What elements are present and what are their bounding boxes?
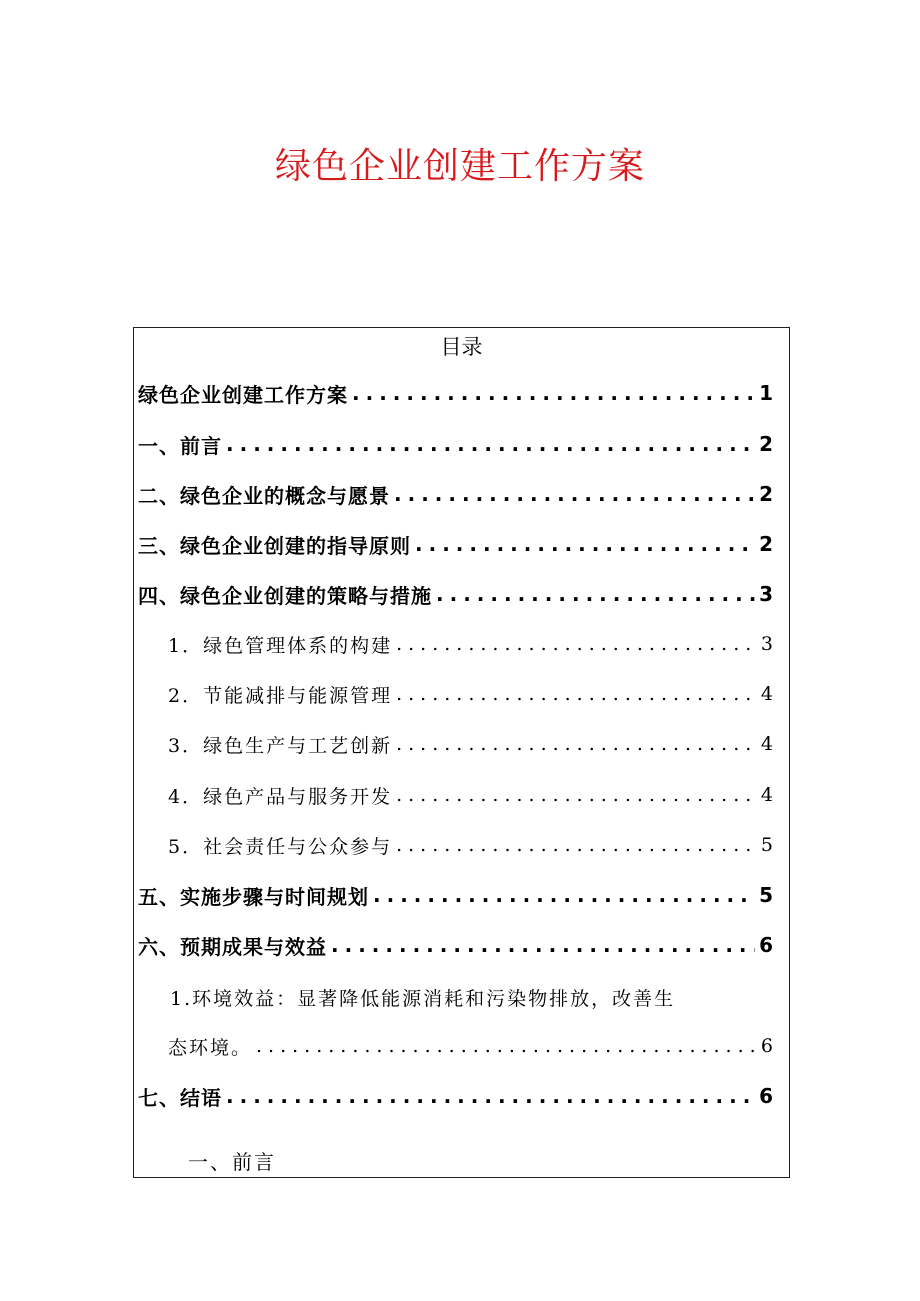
toc-subentry-line1[interactable]: 1.环境效益：显著降低能源消耗和污染物排放，改善生 [170, 987, 676, 1010]
toc-entry-label: 一、前言 [138, 433, 222, 458]
toc-entry-label: 态环境。 [168, 1036, 253, 1059]
toc-page-number: 4 [760, 683, 773, 705]
toc-subentry[interactable] [168, 679, 773, 709]
toc-entry[interactable] [138, 378, 773, 408]
toc-entry-label: 六、预期成果与效益 [138, 934, 327, 959]
toc-page-number: 2 [759, 532, 773, 556]
toc-dot-leader [396, 683, 757, 705]
toc-dot-leader [394, 482, 755, 506]
toc-entry-label: 五、实施步骤与时间规划 [138, 884, 369, 909]
toc-dot-leader [415, 532, 755, 556]
toc-subentry[interactable] [168, 830, 773, 860]
toc-page-number: 6 [759, 933, 773, 957]
toc-dot-leader [396, 733, 757, 755]
toc-box [133, 327, 790, 1178]
toc-entry-label: 七、结语 [138, 1085, 222, 1110]
toc-page-number: 6 [760, 1035, 773, 1057]
toc-dot-leader [256, 1035, 757, 1057]
toc-subentry[interactable] [168, 1031, 773, 1061]
toc-page-number: 5 [760, 834, 773, 856]
toc-entry-label: 3．绿色生产与工艺创新 [168, 734, 393, 757]
toc-dot-leader [436, 582, 755, 606]
toc-entry-label: 4．绿色产品与服务开发 [168, 785, 393, 808]
toc-entry[interactable] [138, 479, 773, 509]
toc-page-number: 1 [759, 381, 773, 405]
toc-dot-leader [226, 432, 755, 456]
toc-page-number: 5 [759, 883, 773, 907]
toc-entry[interactable] [138, 1081, 773, 1111]
toc-entry[interactable] [138, 529, 773, 559]
toc-dot-leader [373, 883, 755, 907]
toc-entry-label: 三、绿色企业创建的指导原则 [138, 533, 411, 558]
toc-entry-label: 绿色企业创建工作方案 [138, 382, 348, 407]
toc-subentry[interactable] [168, 729, 773, 759]
toc-entry-label: 2．节能减排与能源管理 [168, 684, 393, 707]
toc-dot-leader [396, 834, 757, 856]
section-heading-preface: 一、前言 [188, 1150, 276, 1174]
toc-page-number: 6 [759, 1084, 773, 1108]
toc-entry-label: 5．社会责任与公众参与 [168, 835, 393, 858]
toc-dot-leader [352, 381, 755, 405]
toc-dot-leader [396, 633, 757, 655]
toc-dot-leader [331, 933, 755, 957]
toc-dot-leader [226, 1084, 755, 1108]
toc-page-number: 2 [759, 432, 773, 456]
toc-page-number: 4 [760, 733, 773, 755]
document-title: 绿色企业创建工作方案 [274, 146, 645, 187]
toc-subentry[interactable] [168, 780, 773, 810]
toc-entry-label: 四、绿色企业创建的策略与措施 [138, 583, 432, 608]
toc-heading: 目录 [440, 335, 483, 359]
toc-page-number: 2 [759, 482, 773, 506]
toc-dot-leader [396, 784, 757, 806]
toc-entry-label: 1．绿色管理体系的构建 [168, 634, 393, 657]
toc-entry-label: 二、绿色企业的概念与愿景 [138, 483, 390, 508]
toc-entry[interactable] [138, 930, 773, 960]
toc-page-number: 3 [760, 633, 773, 655]
toc-entry[interactable] [138, 579, 773, 609]
toc-subentry[interactable] [168, 629, 773, 659]
toc-page-number: 4 [760, 784, 773, 806]
toc-page-number: 3 [759, 582, 773, 606]
toc-entry[interactable] [138, 880, 773, 910]
toc-entry[interactable] [138, 429, 773, 459]
